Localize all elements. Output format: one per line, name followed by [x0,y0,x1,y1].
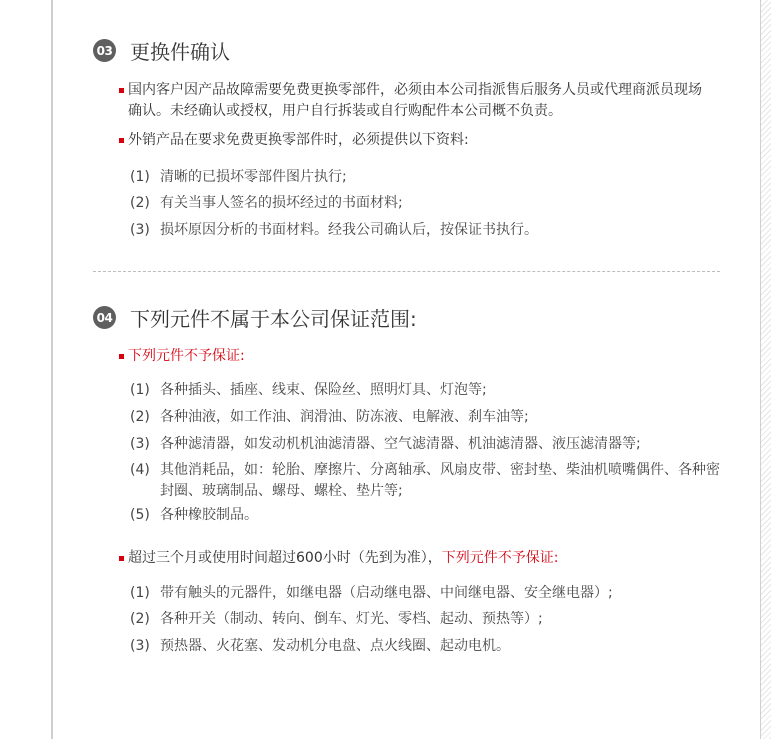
item-number: (4) [130,462,150,478]
section-3-item-1 [130,167,710,188]
item-text: 有关当事人签名的损坏经过的书面材料; [160,195,403,211]
section-3-header [93,36,230,65]
section-3-number-badge: 03 [93,39,116,62]
section-3-item-2 [130,193,710,214]
bullet-text-highlight: 下列元件不予保证: [441,550,559,566]
section-4-list1-item-2 [130,407,720,428]
section-4-list2-item-1 [130,583,720,604]
section-4-list1-item-4 [130,460,720,502]
item-number: (2) [130,195,150,211]
item-text: 各种插头、插座、线束、保险丝、照明灯具、灯泡等; [160,382,487,398]
item-number: (2) [130,409,150,425]
section-4-list1-item-5 [130,505,720,526]
item-text: 其他消耗品，如：轮胎、摩擦片、分离轴承、风扇皮带、密封垫、柴油机喷嘴偶件、各种密封圈、玻璃制品、螺母、螺栓、垫片等; [160,462,720,499]
section-3-bullet-2 [119,130,711,151]
section-4-number-badge: 04 [93,306,116,329]
bullet-text: 外销产品在要求免费更换零部件时，必须提供以下资料: [128,132,469,148]
item-text: 带有触头的元器件，如继电器（启动继电器、中间继电器、安全继电器）; [160,585,613,601]
section-3-title: 更换件确认 [130,40,230,64]
section-4-list1-item-1 [130,380,720,401]
item-number: (3) [130,222,150,238]
item-number: (1) [130,382,150,398]
section-4-title: 下列元件不属于本公司保证范围: [130,307,417,331]
item-number: (1) [130,585,150,601]
section-4-bullet-2 [119,548,719,569]
bullet-text: 国内客户因产品故障需要免费更换零部件，必须由本公司指派售后服务人员或代理商派员现场确认。未经确认或授权，用户自行拆装或自行购配件本公司概不负责。 [128,82,702,119]
item-number: (3) [130,638,150,654]
item-text: 各种开关（制动、转向、倒车、灯光、零档、起动、预热等）; [160,611,543,627]
item-number: (1) [130,169,150,185]
bullet-text [119,548,719,569]
section-4-header [93,303,417,332]
page-left-border [51,0,53,739]
bullet-text-prefix: 超过三个月或使用时间超过600小时（先到为准）， [128,550,442,566]
item-text: 各种橡胶制品。 [160,507,258,523]
item-number: (5) [130,507,150,523]
bullet-square-icon [119,354,124,359]
bullet-text: 下列元件不予保证: [128,348,245,364]
item-text: 预热器、火花塞、发动机分电盘、点火线圈、起动电机。 [160,638,510,654]
item-text: 各种油液，如工作油、润滑油、防冻液、电解液、刹车油等; [160,409,529,425]
section-4-list2-item-2 [130,609,720,630]
item-number: (3) [130,436,150,452]
item-text: 清晰的已损坏零部件图片执行; [160,169,347,185]
section-4-list2-item-3 [130,636,720,657]
item-number: (2) [130,611,150,627]
item-text: 各种滤清器，如发动机机油滤清器、空气滤清器、机油滤清器、液压滤清器等; [160,436,641,452]
section-3-bullet-1 [119,80,711,122]
section-divider [93,271,720,272]
item-text: 损坏原因分析的书面材料。经我公司确认后，按保证书执行。 [160,222,538,238]
section-3-item-3 [130,220,710,241]
section-4-bullet-1 [119,346,711,367]
bullet-square-icon [119,138,124,143]
bullet-square-icon [119,88,124,93]
section-4-list1-item-3 [130,434,720,455]
page-right-border [760,0,771,739]
bullet-square-icon [119,556,124,561]
